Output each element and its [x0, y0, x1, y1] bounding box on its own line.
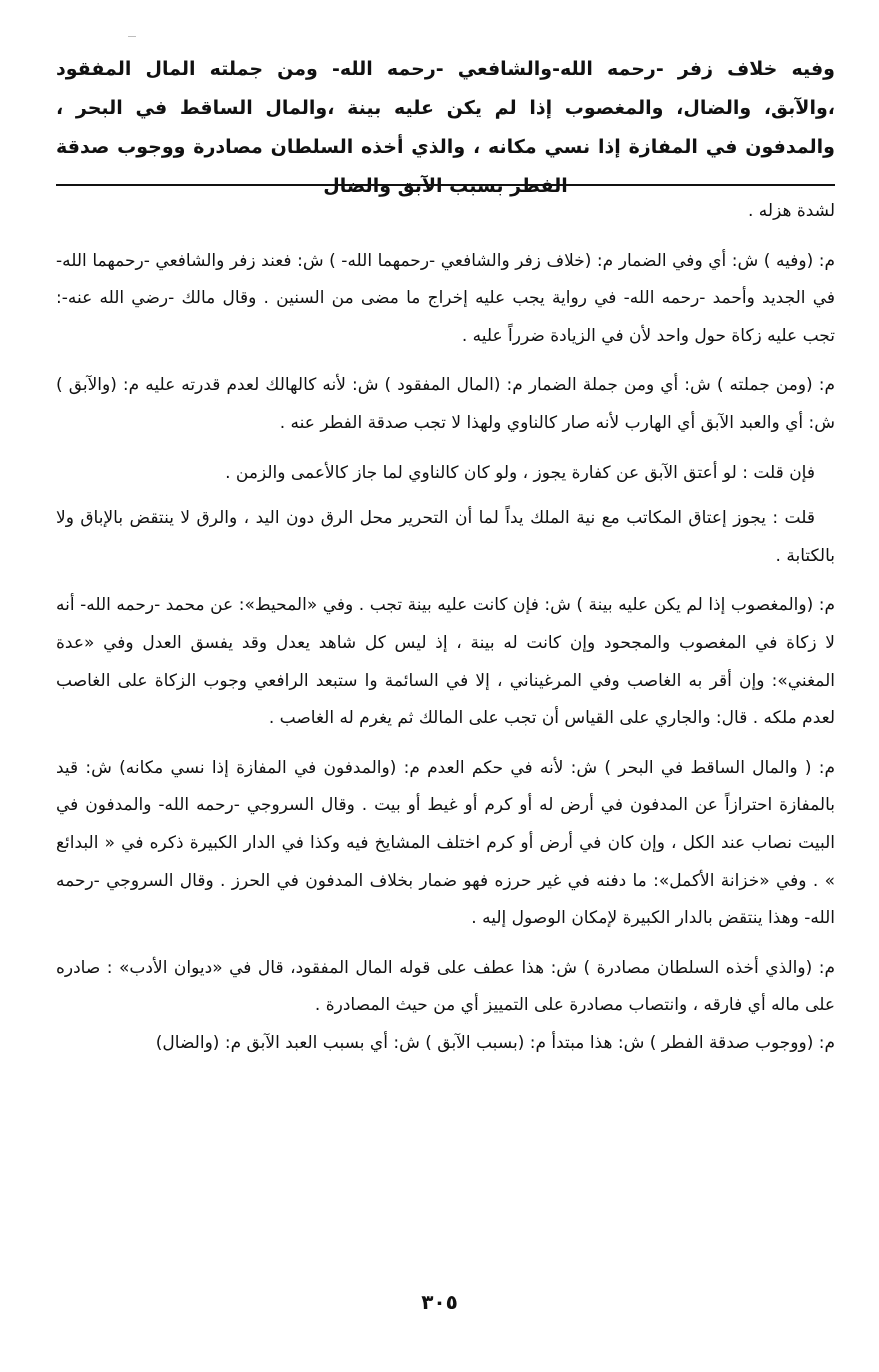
commentary-paragraph: م: (ووجوب صدقة الفطر ) ش: هذا مبتدأ م: (بسبب الآبق ) ش: أي بسبب العبد الآبق م: (والضال): [155, 1032, 835, 1053]
commentary-block: [56, 193, 835, 1062]
scan-mark: [128, 36, 136, 37]
commentary-paragraph: قلت : يجوز إعتاق المكاتب مع نية الملك يداً لما أن التحرير محل الرق دون اليد ، والرق لا ينتقض بالإباق ولا بالكتابة .: [56, 508, 835, 566]
commentary-paragraph: م: (ومن جملته ) ش: أي ومن جملة الضمار م: (المال المفقود ) ش: لأنه كالهالك لعدم قدرته عليه م: (والآبق ) ش: أي والعبد الآبق أي الهارب لأنه صار كالناوي ولهذا لا تجب صدقة الفطر عنه .: [56, 375, 835, 433]
commentary-paragraph: م: (وفيه ) ش: أي وفي الضمار م: (خلاف زفر والشافعي -رحمهما الله- ) ش: فعند زفر والشافعي -رحمهما الله- في الجديد وأحمد -رحمه الله- في رواية يجب عليه إخراج ما مضى من السنين . وقال مالك -رضي الله عنه-: تجب عليه زكاة حول واحد لأن في الزيادة ضرراً عليه .: [56, 250, 835, 346]
commentary-paragraph: لشدة هزله .: [747, 201, 835, 221]
commentary-paragraph: فإن قلت : لو أعتق الآبق عن كفارة يجوز ، ولو كان كالناوي لما جاز كالأعمى والزمن .: [225, 462, 815, 483]
main-text-block: [56, 50, 835, 206]
commentary-paragraph: م: (والذي أخذه السلطان مصادرة ) ش: هذا عطف على قوله المال المفقود، قال في «ديوان الأدب» : صادره على ماله أي فارقه ، وانتصاب مصادرة على التمييز أي من حيث المصادرة .: [56, 957, 835, 1016]
page-number: ٣٠٥: [421, 1290, 458, 1314]
commentary-paragraph: م: ( والمال الساقط في البحر ) ش: لأنه في حكم العدم م: (والمدفون في المفازة إذا نسي مكانه) ش: قيد بالمفازة احترازاً عن المدفون في أرض له أو كرم أو غيط أو بيت . وقال السروجي -رحمه الله- والمدفون في البيت نصاب عند الكل ، وإن كان في أرض أو كرم اختلف المشايخ فيه وكذا في الدار الكبيرة ذكره في « البدائع » . وفي «خزانة الأكمل»: ما دفنه في غير حرزه فهو ضمار بخلاف المدفون في الحرز . وقال السروجي -رحمه الله- وهذا ينتقض بالدار الكبيرة لإمكان الوصول إليه .: [56, 757, 835, 929]
commentary-paragraph: م: (والمغصوب إذا لم يكن عليه بينة ) ش: فإن كانت عليه بينة تجب . وفي «المحيط»: عن محمد -رحمه الله- أنه لا زكاة في المغصوب والمجحود وإن كانت له بينة ، إذ ليس كل شاهد يعدل وقد يفسق العدل وفي «عدة المغني»: وإن أقر به الغاصب وفي المرغيناني ، إلا في السائمة وا ستبعد الرافعي وجوب الزكاة على الغاصب لعدم ملكه . قال: والجاري على القياس أن تجب على المالك ثم يغرم له الغاصب .: [56, 595, 835, 729]
separator-line: [56, 184, 835, 186]
main-text: وفيه خلاف زفر -رحمه الله-والشافعي -رحمه الله- ومن جملته المال المفقود ،والآبق، والضال، والمغصوب إذا لم يكن عليه بينة ،والمال الساقط في البحر ، والمدفون في المفازة إذا نسي مكانه ، والذي أخذه السلطان مصادرة ووجوب صدقة الفطر بسبب الآبق والضال: [56, 58, 835, 197]
